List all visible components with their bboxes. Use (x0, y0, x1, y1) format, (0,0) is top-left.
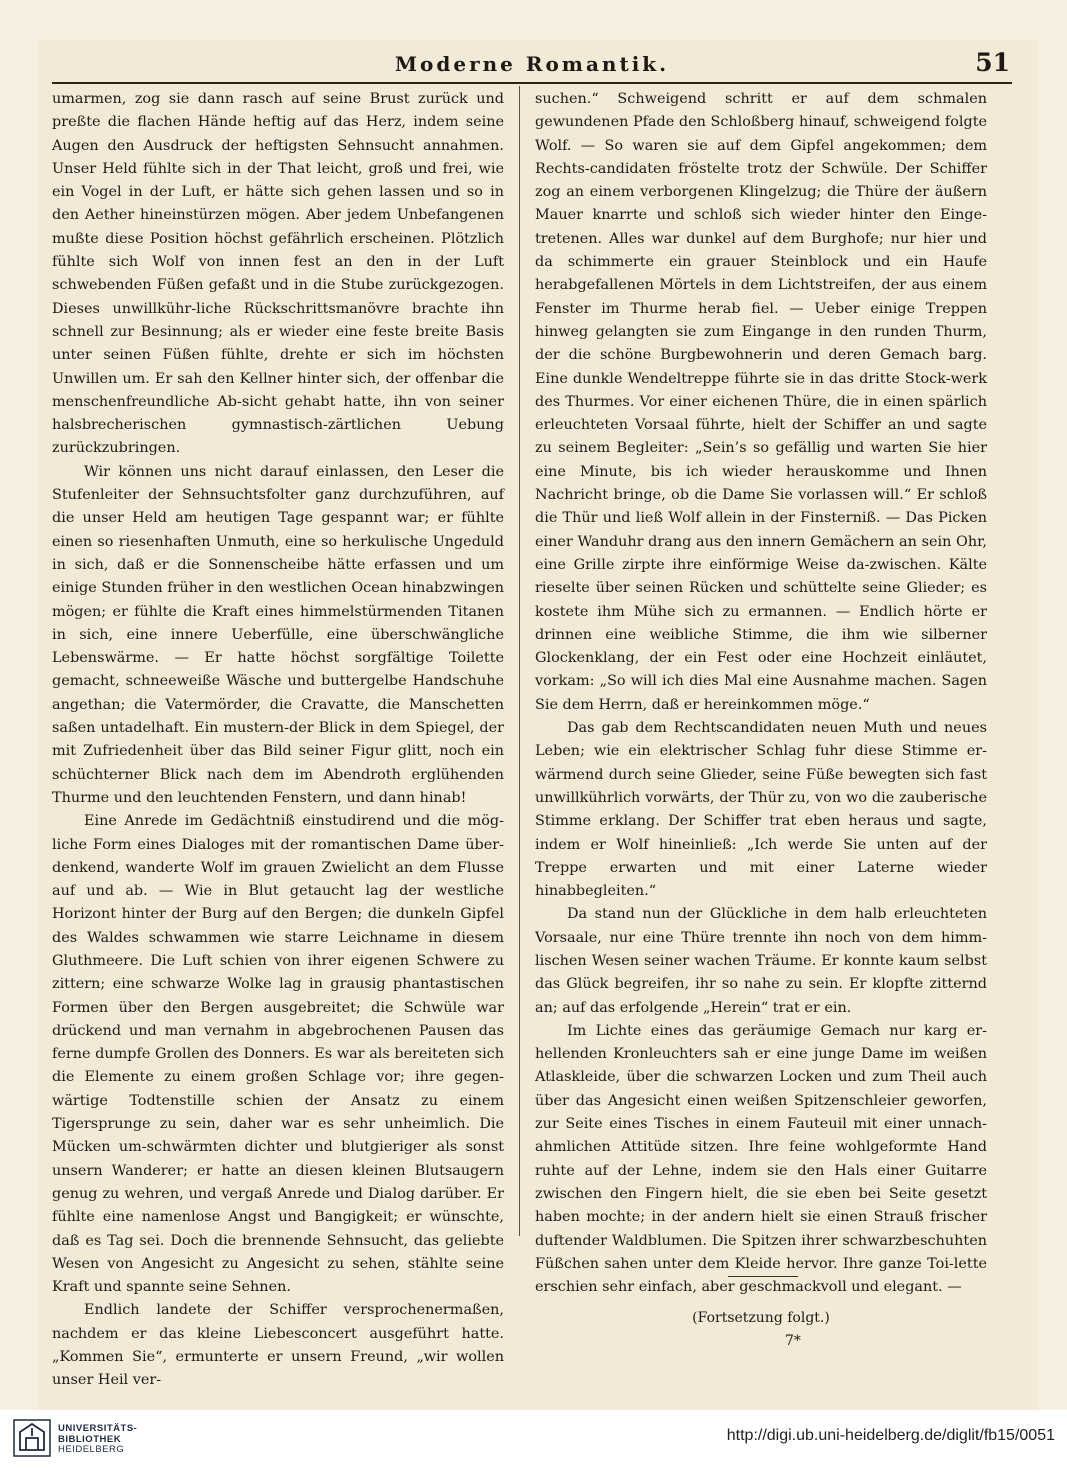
library-logo-icon[interactable] (12, 1418, 52, 1458)
paragraph: Eine Anrede im Gedächtniß einstudirend und die mög-liche Form eines Dialoges mit der romantischen Dame über-denkend, wanderte Wolf im grauen Zwielicht an dem Flusse auf und ab. — Wie in Blut getaucht lag der westliche Horizont hinter der Burg auf den Bergen; die dunkeln Gipfel des Waldes schwammen wie starre Leichname in diesem Gluthmeere. Die Luft schien von ihrer eigenen Schwere zu zittern; eine schwarze Wolke lag in grausig phantastischen Formen über den Bergen ausgebreitet; die Schwüle war drückend und man vernahm in abgebrochenen Pausen das ferne dumpfe Grollen des Donners. Es war als bereiteten sich die Elemente zu einem großen Schlage vor; ihre gegen-wärtige Todtenstille schien der Ansatz zu einem Tigersprunge zu sein, daher war es sehr unheimlich. Die Mücken um-schwärmten dichter und blutgieriger als sonst unsern Wanderer; er hatte an diesen kleinen Blutsaugern genug zu wehren, und vergaß Anrede und Dialog darüber. Er fühlte eine namenlose Angst und Bangigkeit; er wünschte, daß es Tag sei. Doch die brennende Sehnsucht, das geliebte Wesen von Angesicht zu Angesicht zu sehen, stählte seine Kraft und spannte seine Sehnen. (52, 813, 504, 1296)
library-name-line: UNIVERSITÄTS- (58, 1423, 138, 1434)
header-title: Moderne Romantik. (394, 52, 670, 76)
page-number: 51 (975, 48, 1010, 77)
left-column (52, 88, 504, 1393)
paragraph: Endlich landete der Schiffer versprochenermaßen, nachdem er das kleine Liebesconcert ausgeführt hatte. „Kommen Sie“, ermunterte er unsern Freund, „wir wollen unser Heil ver- (52, 1302, 504, 1389)
paragraph: Das gab dem Rechtscandidaten neuen Muth und neues Leben; wie ein elektrischer Schlag fuhr diese Stimme er-wärmend durch seine Glieder, seine Füße bewegten sich fast unwillkührlich vorwärts, der Thür zu, von wo die zauberische Stimme erklang. Der Schiffer trat eben heraus und sagte, indem er Wolf hineinließ: „Ich werde Sie unten auf der Treppe erwarten und mit einer Laterne wieder hinabbegleiten.“ (535, 720, 987, 900)
continuation-note: (Fortsetzung folgt.) (692, 1310, 830, 1327)
library-name-line: BIBLIOTHEK (58, 1433, 122, 1445)
running-header (52, 46, 1012, 86)
permalink-url[interactable]: http://digi.ub.uni-heidelberg.de/diglit/fb15/0051 (726, 1427, 1055, 1444)
viewer-footer (0, 1410, 1067, 1469)
column-divider (519, 86, 520, 1236)
library-name[interactable] (58, 1424, 137, 1456)
paragraph: Wir können uns nicht darauf einlassen, den Leser die Stufenleiter der Sehnsuchtsfolter ganz durchzuführen, auf die unser Held am heutigen Tage gespannt war; er fühlte einen so riesenhaften Unmuth, eine so herkulische Ungeduld in sich, daß er die Sonnenscheibe hätte erfassen und um einige Stunden früher in den westlichen Ocean hinabzwingen mögen; er fühlte die Kraft eines himmelstürmenden Titanen in sich, eine innere Ueberfülle, eine überschwängliche Lebenswärme. — Er hatte höchst sorgfältige Toilette gemacht, schneeweiße Wäsche und buttergelbe Handschuhe angethan; die Vatermörder, die Cravatte, die Manschetten saßen untadelhaft. Ein mustern-der Blick in dem Spiegel, der mit Zufriedenheit über das Bild seiner Figur glitt, noch ein schüchterner Blick nach dem im Abendroth erglühenden Thurme und den leuchtenden Fenstern, und dann hinab! (52, 463, 504, 806)
paragraph: Da stand nun der Glückliche in dem halb erleuchteten Vorsaale, nur eine Thüre trennte ihn noch von dem himm-lischen Wesen seiner wachen Träume. Er konnte kaum selbst das Glück begreifen, ihr so nahe zu sein. Er klopfte zitternd an; auf das erfolgende „Herein“ trat er ein. (535, 906, 987, 1016)
paragraph: umarmen, zog sie dann rasch auf seine Brust zurück und preßte die flachen Hände heftig auf das Herz, indem seine Augen den Ausdruck der heftigsten Sehnsucht annahmen. Unser Held fühlte sich in der That leicht, groß und frei, wie ein Vogel in der Luft, er hätte sich gehen lassen und so in den Aether hineinstürzen mögen. Aber jedem Unbefangenen mußte diese Position höchst gefährlich erscheinen. Plötzlich fühlte sich Wolf von innen fest an den in der Luft schwebenden Füßen gefaßt und in die Stube zurückgezogen. Dieses unwillkühr-liche Rückschrittsmanövre brachte ihn schnell zur Besinnung; als er wieder eine feste breite Basis unter seinen Füßen fühlte, drehte er sich im höchsten Unwillen um. Er sah den Kellner hinter sich, der offenbar die menschenfreundliche Ab-sicht gehabt hatte, ihn von seiner halsbrecherischen gymnastisch-zärtlichen Uebung zurückzubringen. (52, 91, 504, 457)
end-rule (728, 1276, 798, 1277)
printer-signature: 7* (785, 1333, 801, 1349)
library-name-line: HEIDELBERG (58, 1444, 125, 1455)
right-column (535, 88, 987, 1331)
paragraph: Im Lichte eines das geräumige Gemach nur karg er-hellenden Kronleuchters sah er eine junge Dame im weißen Atlaskleide, über die schwarzen Locken und zum Theil auch über das Angesicht einen weißen Spitzenschleier geworfen, zur Seite eines Tisches in einem Fauteuil mit einer unnach-ahmlichen Attitüde sitzen. Ihre feine wohlgeformte Hand ruhte auf der Lehne, indem sie den Hals einer Guitarre zwischen den Fingern hielt, die sie eben bei Seite gesetzt haben mochte; in der andern hielt sie einen Strauß frischer duftender Waldblumen. Die Spitzen ihrer schwarzbeschuhten Füßchen sahen unter dem Kleide hervor. Ihre ganze Toi-lette erschien sehr einfach, aber geschmackvoll und elegant. — (535, 1022, 987, 1296)
paragraph: suchen.“ Schweigend schritt er auf dem schmalen gewundenen Pfade den Schloßberg hinauf, schweigend folgte Wolf. — So waren sie auf dem Gipfel angekommen; dem Rechts-candidaten fröstelte trotz der Schwüle. Der Schiffer zog an einem verborgenen Klingelzug; die Thüre der äußern Mauer knarrte und schloß sich wieder hinter den Einge-tretenen. Alles war dunkel auf dem Burghofe; nur hier und da schimmerte ein grauer Steinblock und ein Haufe herabgefallenen Mörtels in dem Lichtstreifen, der aus einem Fenster im Thurme herab fiel. — Ueber einige Treppen hinweg gelangten sie zum Eingange in den runden Thurm, der die schöne Burgbewohnerin und deren Gemach barg. Eine dunkle Wendeltreppe führte sie in das dritte Stock-werk des Thurmes. Vor einer eichenen Thüre, die in einen spärlich erleuchteten Vorsaal führte, hielt der Schiffer an und sagte zu seinem Begleiter: „Sein’s so gefällig und warten Sie hier eine Minute, bis ich wieder herauskomme und Ihnen Nachricht bringe, ob die Dame Sie vorlassen will.“ Er schloß die Thür und ließ Wolf allein in der Finsterniß. — Das Picken einer Wanduhr drang aus den innern Gemächern an sein Ohr, eine Grille zirpte ihre einförmige Weise da-zwischen. Kälte rieselte über seinen Rücken und schüttelte seine Glieder; es kostete ihm Mühe sich zu ermannen. — Endlich hörte er drinnen eine weibliche Stimme, die ihm wie silberner Glockenklang, der ein Fest oder eine Hochzeit einläutet, vorkam: „So will ich dies Mal eine Ausnahme machen. Sagen Sie dem Herrn, daß er hereinkommen möge.“ (535, 91, 987, 713)
header-rule (52, 82, 1012, 84)
